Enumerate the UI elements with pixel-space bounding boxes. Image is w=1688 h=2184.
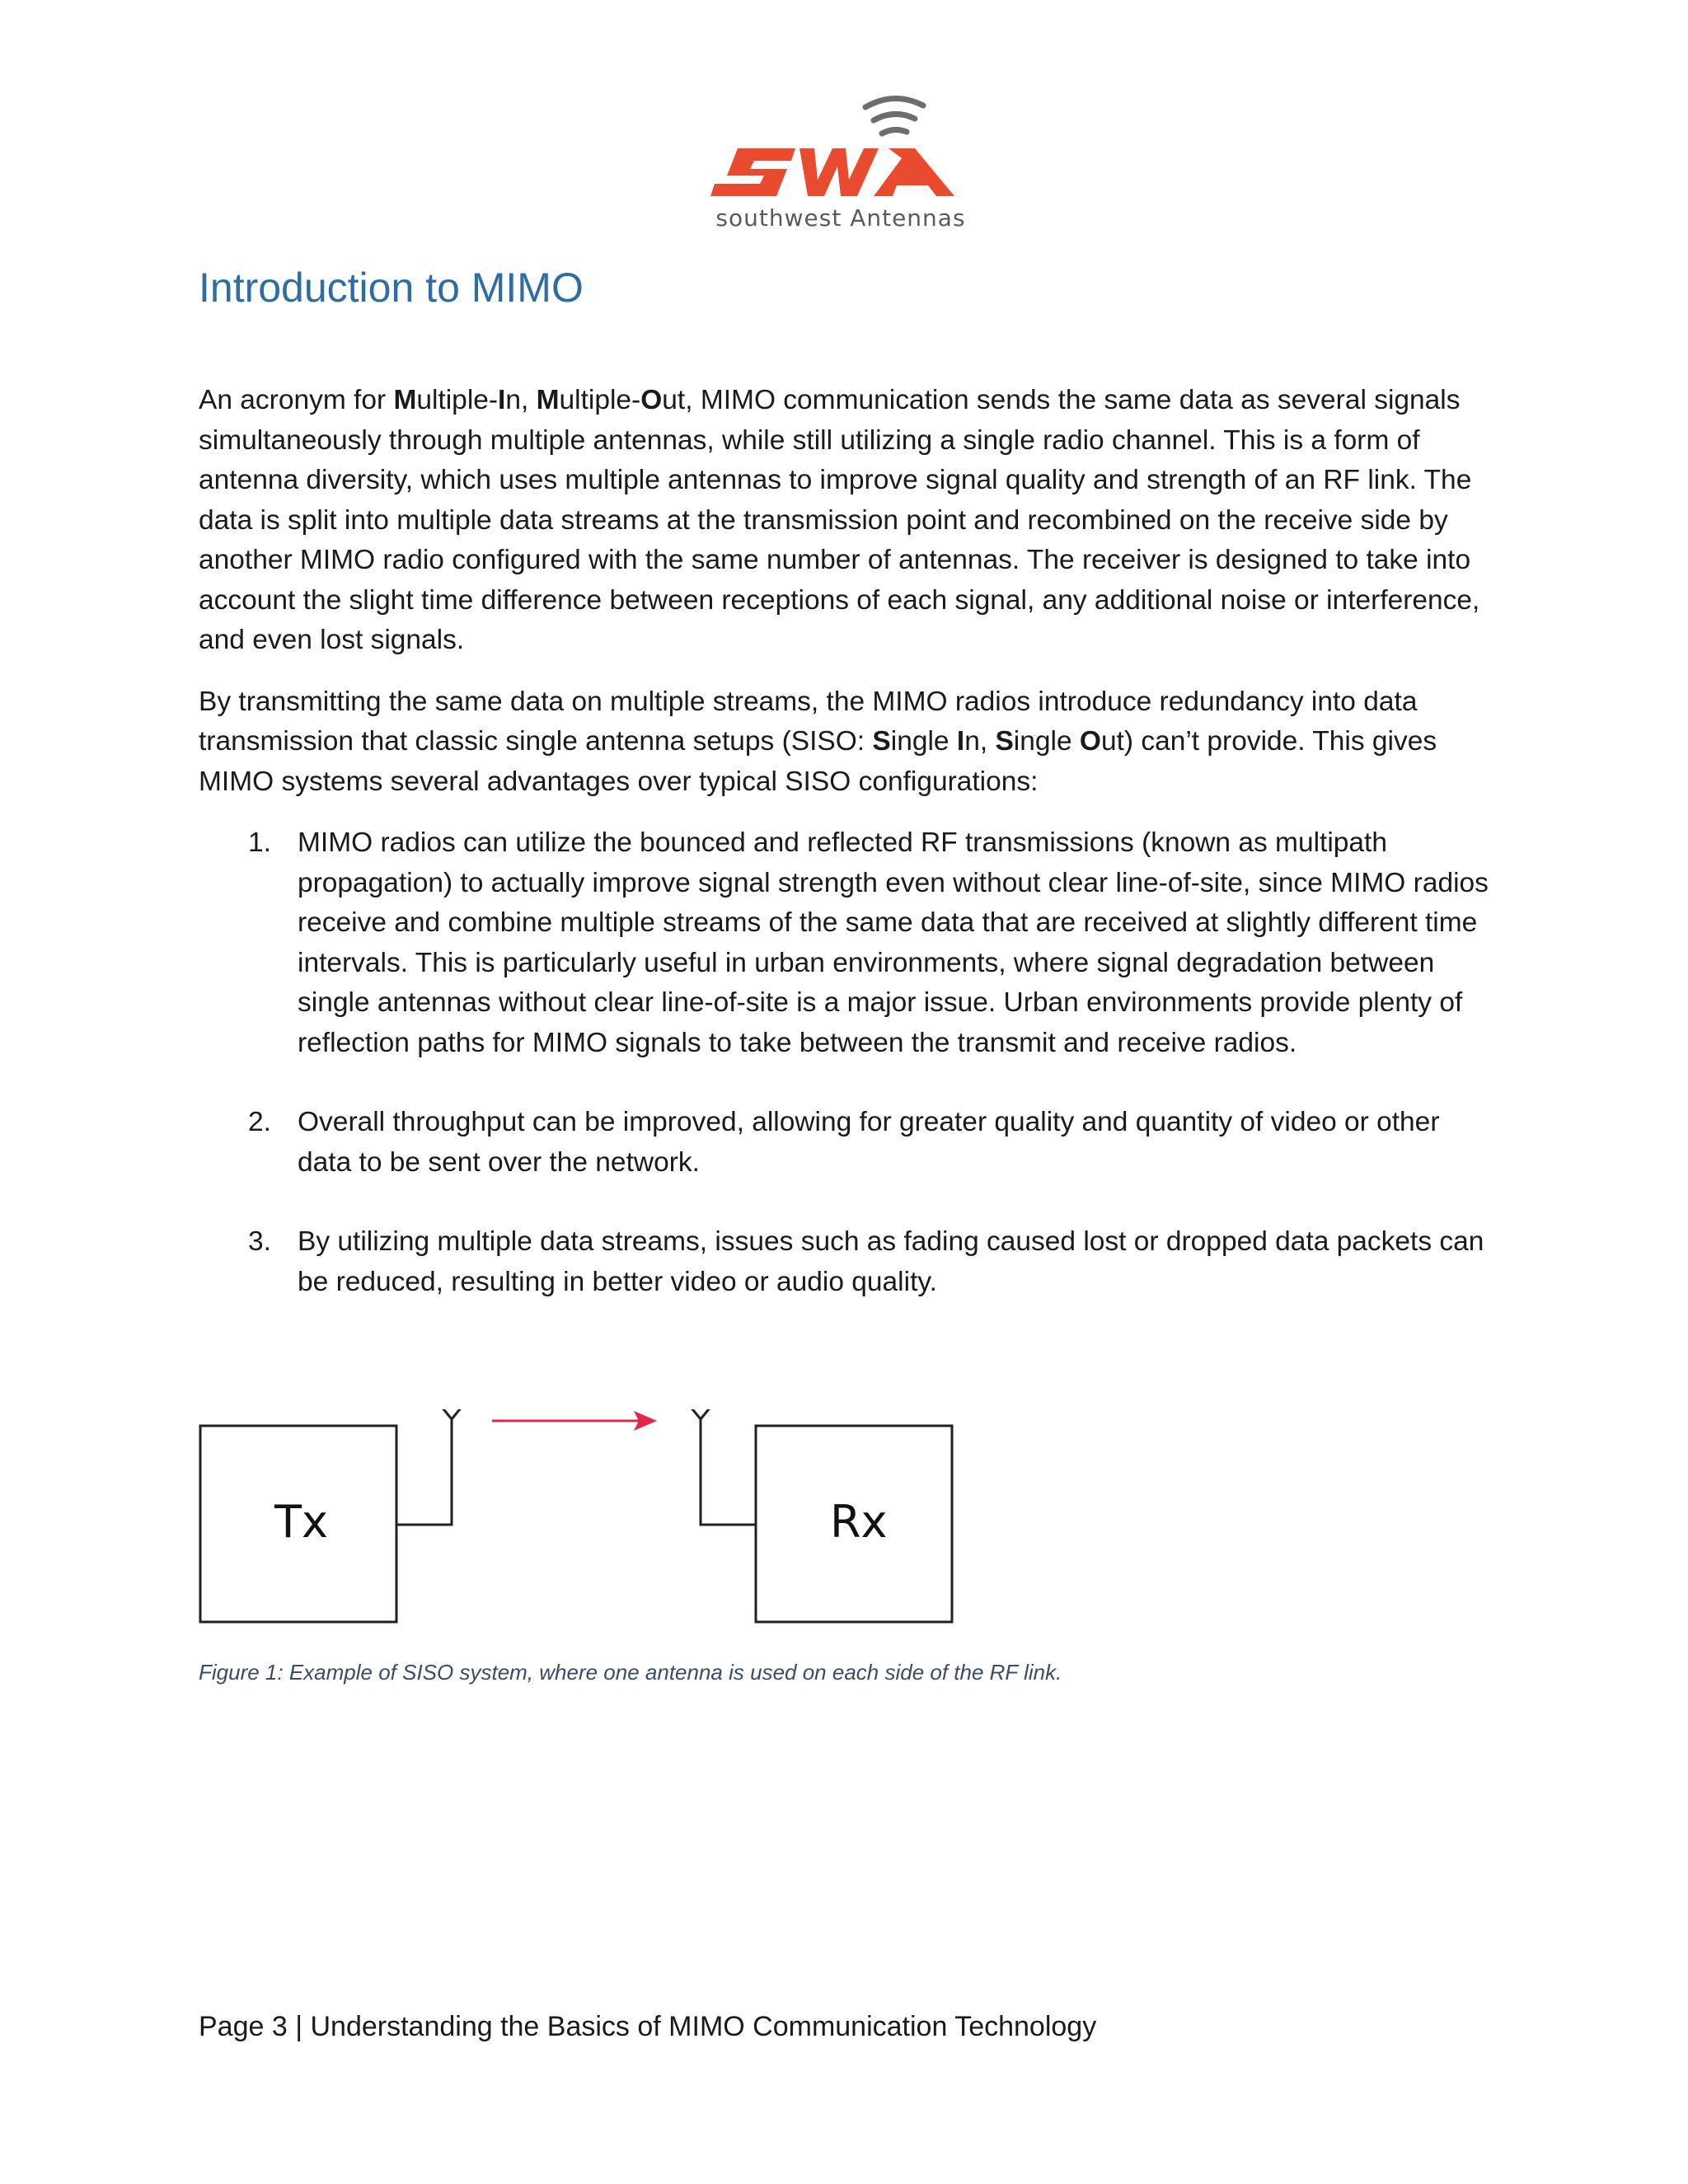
bold-letter: S xyxy=(995,726,1014,757)
document-body xyxy=(199,381,1493,1342)
bold-letter: O xyxy=(640,385,663,415)
list-item-text: MIMO radios can utilize the bounced and reflected RF transmissions (known as multipath propagation) to actually improve signal strength even without clear line-of-site, since MIMO radios receive and combine multiple streams of the same data that are received at slightly different time intervals. This is particularly useful in urban environments, where signal degradation between single antennas without clear line-of-site is a major issue. Urban environments provide plenty of reflection paths for MIMO signals to take between the transmit and receive radios. xyxy=(298,827,1489,1058)
text-run: ut, MIMO communication sends the same data as several signals simultaneously through multiple antennas, while still utilizing a single radio channel. This is a form of antenna diversity, which uses multiple antennas to improve signal quality and strength of an RF link. The data is split into multiple data streams at the transmission point and recombined on the receive side by another MIMO radio configured with the same number of antennas. The receiver is designed to take into account the slight time difference between receptions of each signal, any additional noise or interference, and even lost signals. xyxy=(199,385,1480,655)
signal-arc-icon xyxy=(874,114,915,120)
text-run: ingle xyxy=(1013,726,1080,757)
list-item xyxy=(199,823,1493,1063)
bold-letter: M xyxy=(393,385,417,415)
list-number: 3. xyxy=(248,1226,271,1257)
page-footer: Page 3 | Understanding the Basics of MIMO Communication Technology xyxy=(199,2011,1097,2042)
figure-caption: Figure 1: Example of SISO system, where one antenna is used on each side of the RF link. xyxy=(199,1660,1062,1685)
logo-letter-w xyxy=(799,148,879,196)
list-item xyxy=(199,1103,1493,1183)
company-logo xyxy=(668,91,1022,239)
text-run: By transmitting the same data on multiple streams, the MIMO radios introduce redundancy into data transmission that classic single antenna setups (SISO: xyxy=(199,686,1418,757)
tx-label: Tx xyxy=(274,1496,328,1548)
logo-tagline: southwest Antennas xyxy=(715,204,966,232)
list-number: 2. xyxy=(248,1107,271,1137)
siso-diagram xyxy=(199,1409,973,1640)
bold-letter: O xyxy=(1079,726,1101,757)
tx-antenna-icon xyxy=(441,1409,462,1419)
bold-letter: I xyxy=(956,726,965,757)
rx-feed-line xyxy=(701,1418,756,1525)
logo-letter-a xyxy=(874,148,954,196)
text-run: An acronym for xyxy=(199,385,394,415)
list-item xyxy=(199,1222,1493,1302)
tx-feed-line xyxy=(396,1418,452,1525)
swa-logo-mark xyxy=(668,91,1014,206)
text-run: ultiple- xyxy=(416,385,499,415)
list-item-text: By utilizing multiple data streams, issues such as fading caused lost or dropped data packets can be reduced, resulting in better video or audio quality. xyxy=(298,1226,1484,1297)
page-title: Introduction to MIMO xyxy=(199,265,584,311)
list-number: 1. xyxy=(248,827,271,858)
text-run: ingle xyxy=(890,726,957,757)
intro-paragraph-2 xyxy=(199,682,1493,803)
intro-paragraph-1 xyxy=(199,381,1493,661)
text-run: n, xyxy=(964,726,996,757)
advantages-list xyxy=(199,823,1493,1302)
logo-letter-s xyxy=(710,148,795,196)
text-run: n, xyxy=(505,385,537,415)
rx-label: Rx xyxy=(830,1496,888,1548)
text-run: ultiple- xyxy=(559,385,641,415)
bold-letter: S xyxy=(872,726,891,757)
signal-arc-icon xyxy=(882,129,907,134)
text-run: ut) can’t provide. This gives MIMO systems several advantages over typical SISO configurations: xyxy=(199,726,1437,797)
bold-letter: I xyxy=(498,385,506,415)
signal-arc-icon xyxy=(865,98,923,107)
list-item-text: Overall throughput can be improved, allowing for greater quality and quantity of video or other data to be sent over the network. xyxy=(298,1107,1440,1178)
bold-letter: M xyxy=(536,385,560,415)
